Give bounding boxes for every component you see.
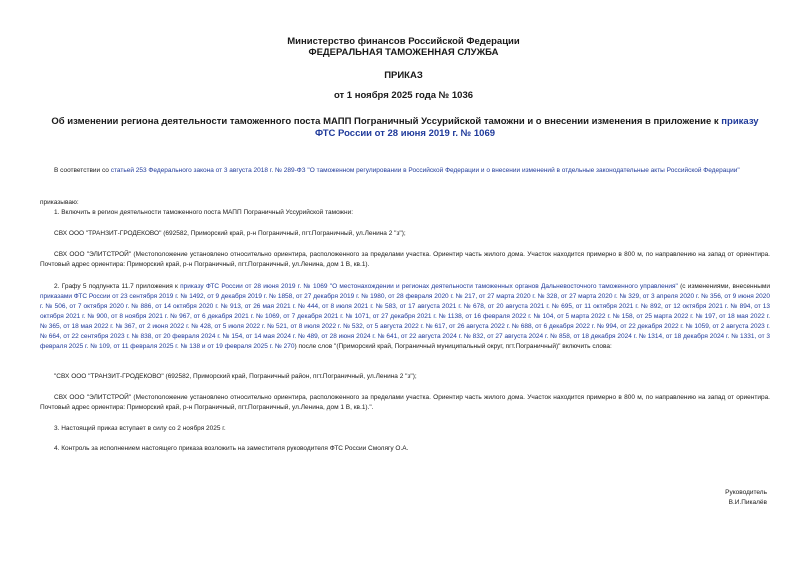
item-2-svh-2: СВХ ООО "ЭЛИТСТРОЙ" (Местоположение установлено относительно ориентира, расположенного за пределами участка. Ориентир часть жилого дома. Участок находится примерно в 800 м, по направлению на запад от ориентира. Почтовый адрес ориентира: Приморский край, р-н Пограничный, пгт.Пограничный, ул.Ленина, дом 1 В, кв.1).". bbox=[40, 394, 770, 411]
item-2-mid: (с изменениями, внесенными bbox=[677, 283, 771, 290]
item-2-amendments-link[interactable]: приказами ФТС России от 23 сентября 2019 г. № 1492, от 9 декабря 2019 г. № 1858, от 27 декабря 2019 г. № 1980, от 28 февраля 2020 г. № 217, от 27 марта 2020 г. № 328, от 27 марта 2020 г. № 329, от 3 апреля 2020 г. № 356, от 9 июня 2020 г. № 506, от 7 октября 2020 г. № 886, от 14 октября 2020 г. № 913, от 26 мая 2021 г. № 444, от 8 июля 2021 г. № 583, от 17 августа 2021 г. № 678, от 20 августа 2021 г. № 695, от 11 октября 2021 г. № 892, от 12 октября 2021 г. № 894, от 13 октября 2021 г. № 900, от 8 ноября 2021 г. № 967, от 6 декабря 2021 г. № 1069, от 7 декабря 2021 г. № 1071, от 27 декабря 2021 г. № 1138, от 16 февраля 2022 г. № 104, от 5 марта 2022 г. № 158, от 25 марта 2022 г. № 197, от 18 мая 2022 г. № 365, от 18 мая 2022 г. № 367, от 2 июня 2022 г. № 428, от 5 июля 2022 г. № 521, от 8 июля 2022 г. № 532, от 5 августа 2022 г. № 617, от 26 августа 2022 г. № 688, от 6 декабря 2022 г. № 994, от 22 декабря 2022 г. № 1059, от 2 августа 2023 г. № 664, от 22 сентября 2023 г. № 838, от 20 февраля 2024 г. № 154, от 14 мая 2024 г. № 489, от 28 июня 2024 г. № 641, от 22 августа 2024 г. № 832, от 27 августа 2024 г. № 858, от 18 декабря 2024 г. № 1314, от 18 декабря 2024 г. № 1331, от 3 февраля 2025 г. № 109, от 11 февраля 2025 г. № 138 и от 19 февраля 2025 г. № 270 bbox=[40, 293, 770, 350]
item-2-svh-1: "СВХ ООО "ТРАНЗИТ-ГРОДЕКОВО" (692582, Приморский край, Пограничный район, пгт.Пограничный, ул.Ленина 2 "з"); bbox=[54, 373, 417, 380]
document-date-number: от 1 ноября 2025 года № 1036 bbox=[333, 90, 474, 101]
title-link[interactable]: приказу ФТС России от 28 июня 2019 г. № 1069 bbox=[314, 116, 759, 139]
item-2-suffix: ) после слов "(Приморский край, Пограничный муниципальный округ, пгт.Пограничный)" включить слова: bbox=[294, 343, 612, 350]
item-4: 4. Контроль за исполнением настоящего приказа возложить на заместителя руководителя ФТС России Смолягу О.А. bbox=[54, 445, 409, 452]
preamble-prefix: В соответствии со bbox=[54, 167, 111, 174]
ministry-name: Министерство финансов Российской Федерации bbox=[287, 36, 520, 47]
preamble bbox=[40, 166, 770, 176]
title-text: Об изменении региона деятельности таможенного поста МАПП Пограничный Уссурийской таможни и о внесении изменения в приложение к bbox=[51, 116, 722, 127]
signature-position: Руководитель bbox=[725, 489, 767, 496]
item-1: 1. Включить в регион деятельности таможенного поста МАПП Пограничный Уссурийской таможни: bbox=[54, 209, 354, 216]
document-type: ПРИКАЗ bbox=[384, 70, 423, 81]
orders-word: приказываю: bbox=[40, 199, 79, 206]
document-title bbox=[40, 116, 770, 140]
service-name: ФЕДЕРАЛЬНАЯ ТАМОЖЕННАЯ СЛУЖБА bbox=[308, 47, 499, 58]
item-2-order-link[interactable]: приказу ФТС России от 28 июня 2019 г. № 1069 "О местонахождении и регионах деятельности таможенных органов Дальневосточного таможенного управления" bbox=[180, 283, 678, 290]
item-3: 3. Настоящий приказ вступает в силу со 2 ноября 2025 г. bbox=[54, 425, 226, 432]
signature-name: В.И.Пикалёв bbox=[728, 499, 767, 506]
item-1-svh-2: СВХ ООО "ЭЛИТСТРОЙ" (Местоположение установлено относительно ориентира, расположенного за пределами участка. Ориентир часть жилого дома. Участок находится примерно в 800 м, по направлению на запад от ориентира. Почтовый адрес ориентира: Приморский край, р-н Пограничный, пгт.Пограничный, ул.Ленина, дом 1 В, кв.1). bbox=[40, 251, 770, 268]
preamble-law-link[interactable]: статьей 253 Федерального закона от 3 августа 2018 г. № 289-ФЗ "О таможенном регулировании в Российской Федерации и о внесении изменений в отдельные законодательные акты Российской Федерации" bbox=[110, 167, 740, 174]
item-2-prefix: 2. Графу 5 подпункта 11.7 приложения к bbox=[54, 283, 181, 290]
item-2 bbox=[40, 282, 770, 352]
item-1-svh-1: СВХ ООО "ТРАНЗИТ-ГРОДЕКОВО" (692582, Приморский край, р-н Пограничный, пгт.Пограничный, ул.Ленина 2 "з"); bbox=[54, 230, 406, 237]
